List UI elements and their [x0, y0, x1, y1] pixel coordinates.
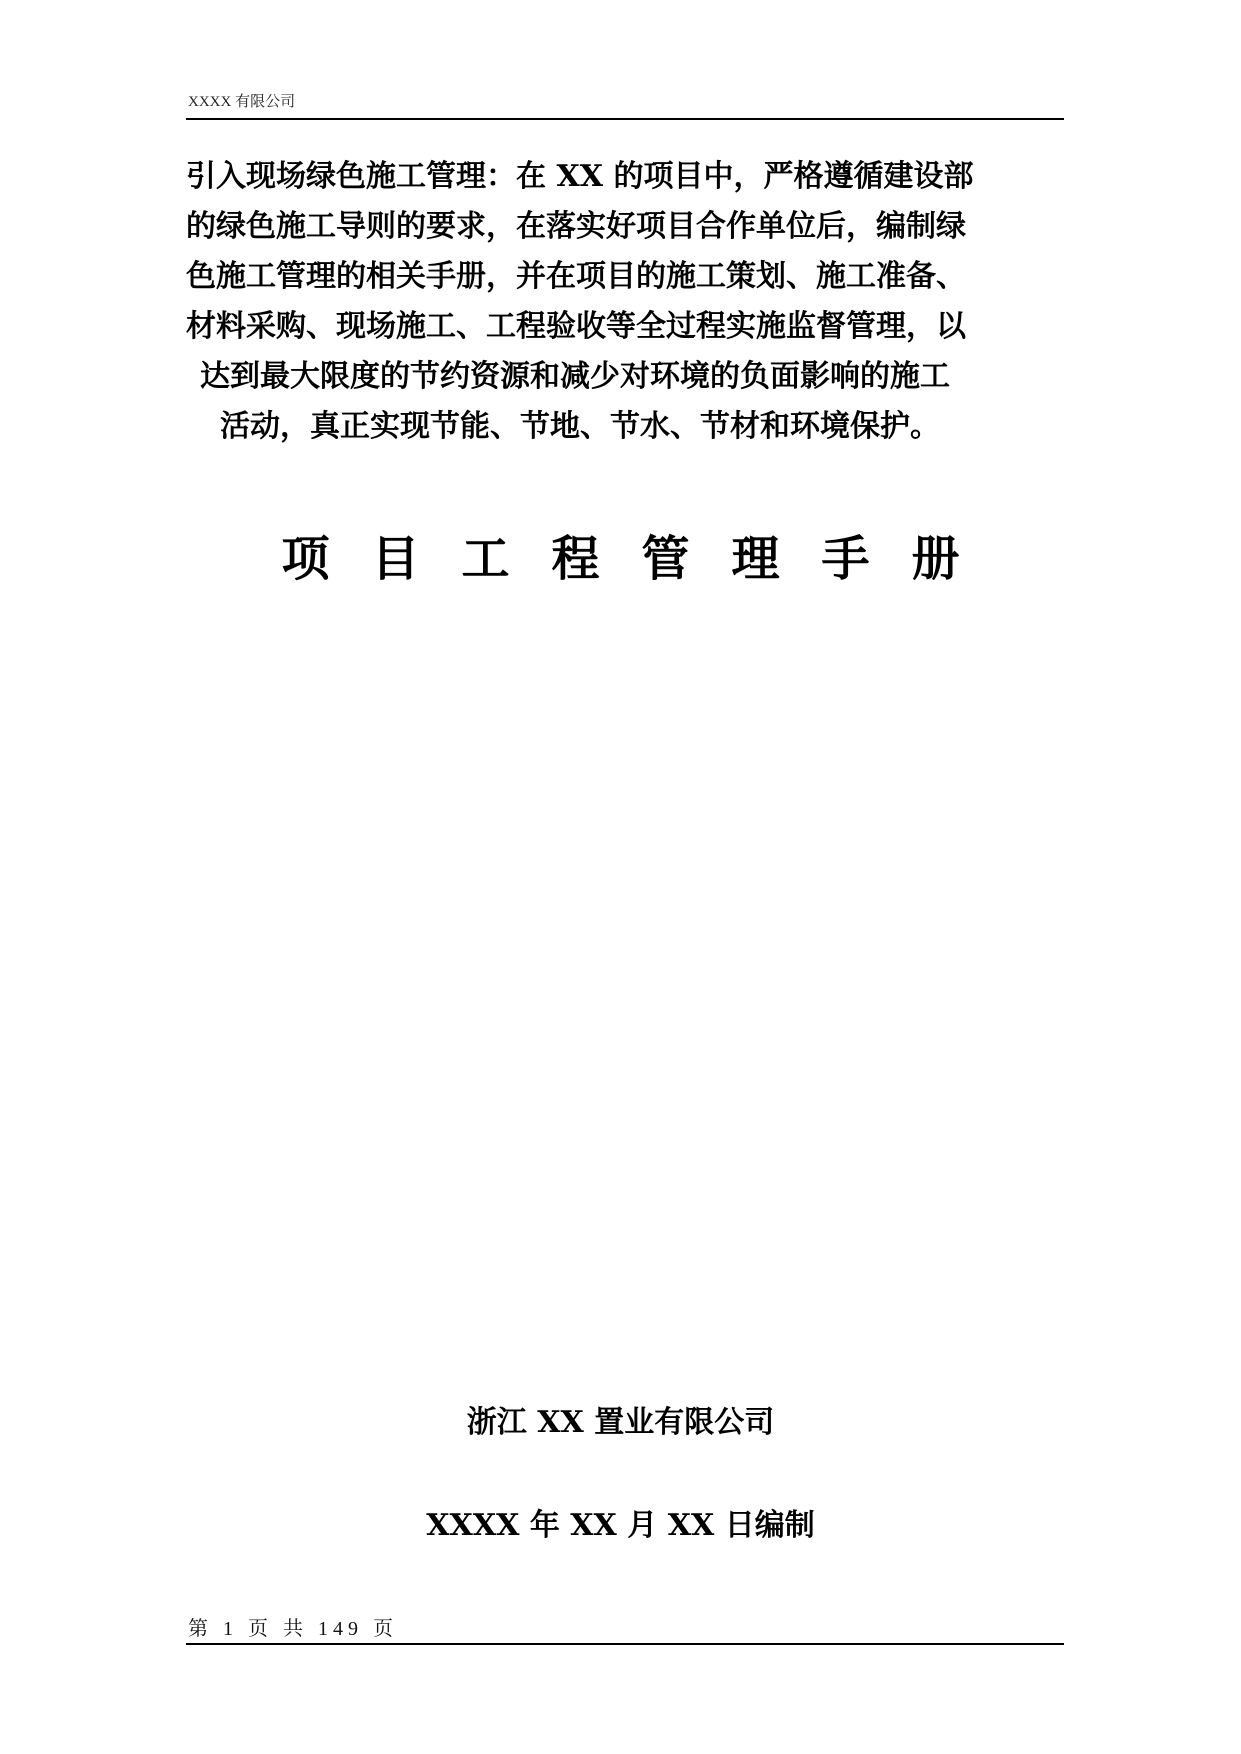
intro-line: 的绿色施工导则的要求，在落实好项目合作单位后，编制绿 [186, 209, 966, 244]
intro-line: 引入现场绿色施工管理：在 XX 的项目中，严格遵循建设部 [186, 159, 974, 194]
page-number: 第 1 页 共 149 页 [188, 1618, 398, 1640]
intro-line: 色施工管理的相关手册，并在项目的施工策划、施工准备、 [186, 259, 966, 294]
header-divider [186, 118, 1064, 120]
intro-paragraph [186, 152, 1086, 452]
company-name: 浙江 XX 置业有限公司 [466, 1405, 775, 1440]
page-header-company: XXXX 有限公司 [188, 94, 296, 110]
document-title: 项目工程管理手册 [281, 531, 1002, 587]
intro-line: 材料采购、现场施工、工程验收等全过程实施监督管理，以 [186, 309, 966, 344]
intro-line: 达到最大限度的节约资源和减少对环境的负面影响的施工 [200, 359, 950, 394]
footer-divider [186, 1643, 1064, 1645]
intro-line: 活动，真正实现节能、节地、节水、节材和环境保护。 [220, 409, 940, 444]
compile-date: XXXX 年 XX 月 XX 日编制 [426, 1508, 815, 1543]
